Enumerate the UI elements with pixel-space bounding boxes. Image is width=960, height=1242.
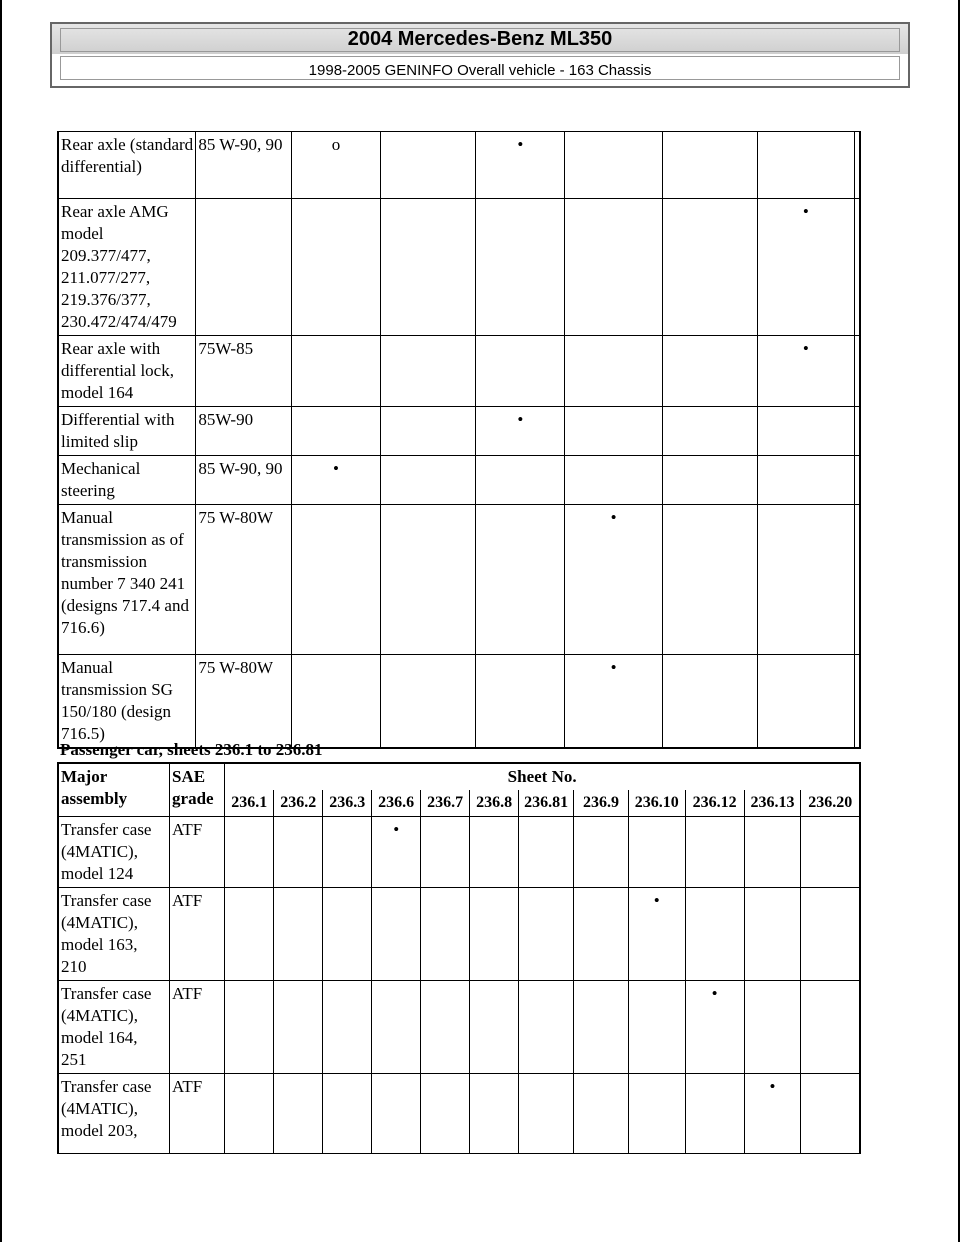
sheet-number-header: 236.3	[323, 790, 372, 817]
sheet-mark-cell	[574, 888, 629, 981]
table-row	[58, 888, 860, 981]
sheet-mark-cell	[476, 456, 565, 505]
sheet-mark-cell	[225, 817, 274, 888]
sae-cell: 75W-85	[196, 336, 291, 407]
sheet-mark-cell	[685, 817, 744, 888]
sheet-mark-cell	[662, 199, 757, 336]
sheet-mark-cell: •	[757, 336, 854, 407]
sheet-mark-cell	[274, 1074, 323, 1154]
sheet-mark-cell	[372, 888, 421, 981]
sheet-mark-cell	[662, 336, 757, 407]
sheet-mark-cell: •	[476, 407, 565, 456]
table-row	[58, 505, 860, 655]
sae-cell: 85W-90	[196, 407, 291, 456]
sheet-mark-cell	[744, 888, 801, 981]
sheet-mark-cell	[225, 981, 274, 1074]
sheet-mark-cell	[381, 456, 476, 505]
sheet-mark-cell	[381, 199, 476, 336]
sheet-mark-cell	[381, 505, 476, 655]
sheet-mark-cell	[565, 132, 662, 199]
sheet-mark-cell	[574, 1074, 629, 1154]
sheet-mark-cell: •	[744, 1074, 801, 1154]
assembly-cell: Transfer case (4MATIC), model 203,	[58, 1074, 170, 1154]
col-sheet-no: Sheet No.	[225, 763, 860, 790]
sheet-mark-cell	[801, 817, 860, 888]
sheet-mark-cell	[372, 981, 421, 1074]
sheet-mark-cell	[855, 505, 861, 655]
sheet-mark-cell	[855, 655, 861, 749]
sheet-mark-cell: •	[372, 817, 421, 888]
sae-cell: ATF	[170, 817, 225, 888]
sheet-mark-cell	[685, 1074, 744, 1154]
sae-cell: ATF	[170, 888, 225, 981]
sae-cell: 75 W-80W	[196, 505, 291, 655]
assembly-cell: Mechanical steering	[58, 456, 196, 505]
sheet-mark-cell	[421, 1074, 470, 1154]
page-header	[50, 22, 910, 88]
table-row	[58, 407, 860, 456]
sae-cell: ATF	[170, 1074, 225, 1154]
sheet-mark-cell	[291, 505, 380, 655]
sheet-mark-cell	[757, 505, 854, 655]
col-sae-grade: SAE grade	[170, 763, 225, 817]
sheet-mark-cell	[274, 888, 323, 981]
sheet-number-header: 236.9	[574, 790, 629, 817]
sheet-mark-cell	[565, 407, 662, 456]
sheet-mark-cell	[274, 981, 323, 1074]
sheet-number-header: 236.1	[225, 790, 274, 817]
sheet-number-header: 236.20	[801, 790, 860, 817]
document-subtitle: 1998-2005 GENINFO Overall vehicle - 163 Chassis	[308, 61, 652, 79]
sheet-mark-cell	[519, 1074, 574, 1154]
table-row	[58, 199, 860, 336]
sheet-mark-cell	[574, 981, 629, 1074]
sheet-mark-cell	[662, 132, 757, 199]
table-row	[58, 132, 860, 199]
sheet-mark-cell: •	[628, 888, 685, 981]
sheet-mark-cell	[855, 456, 861, 505]
sheet-mark-cell	[323, 981, 372, 1074]
sheet-mark-cell	[574, 817, 629, 888]
sheet-mark-cell	[628, 817, 685, 888]
header-title-box	[50, 22, 910, 56]
sheet-mark-cell	[757, 132, 854, 199]
sheet-mark-cell	[757, 407, 854, 456]
sheet-mark-cell	[225, 888, 274, 981]
sheet-number-header: 236.2	[274, 790, 323, 817]
table-row	[58, 655, 860, 749]
sae-cell: 75 W-80W	[196, 655, 291, 749]
sheet-mark-cell	[855, 199, 861, 336]
sheet-number-header: 236.12	[685, 790, 744, 817]
assembly-cell: Transfer case (4MATIC), model 163, 210	[58, 888, 170, 981]
sheet-mark-cell	[662, 407, 757, 456]
sheet-number-table	[57, 762, 861, 1154]
sheet-mark-cell	[291, 655, 380, 749]
sheet-mark-cell	[225, 1074, 274, 1154]
sheet-number-header: 236.6	[372, 790, 421, 817]
table-row	[58, 817, 860, 888]
sheet-mark-cell	[476, 655, 565, 749]
sheet-mark-cell	[801, 888, 860, 981]
sheet-mark-cell: •	[565, 505, 662, 655]
sheet-mark-cell	[476, 336, 565, 407]
sheet-mark-cell	[274, 817, 323, 888]
table-row	[58, 336, 860, 407]
sheet-mark-cell	[757, 655, 854, 749]
sheet-mark-cell	[628, 981, 685, 1074]
sheet-mark-cell	[476, 199, 565, 336]
assembly-cell: Manual transmission as of transmission number 7 340 241 (designs 717.4 and 716.6)	[58, 505, 196, 655]
sheet-mark-cell	[372, 1074, 421, 1154]
sheet-number-header: 236.7	[421, 790, 470, 817]
sheet-mark-cell	[381, 132, 476, 199]
sheet-number-header: 236.81	[519, 790, 574, 817]
sheet-mark-cell	[470, 817, 519, 888]
sheet-mark-cell	[291, 336, 380, 407]
sheet-mark-cell: •	[757, 199, 854, 336]
sheet-number-header: 236.8	[470, 790, 519, 817]
table-row	[58, 456, 860, 505]
sheet-mark-cell	[323, 888, 372, 981]
sheet-mark-cell	[662, 456, 757, 505]
assembly-cell: Rear axle with differential lock, model 164	[58, 336, 196, 407]
sheet-mark-cell	[421, 981, 470, 1074]
sheet-mark-cell	[421, 817, 470, 888]
col-major-assembly: Major assembly	[58, 763, 170, 817]
sheet-mark-cell: •	[476, 132, 565, 199]
page-left-border	[0, 0, 2, 1242]
sheet-mark-cell: •	[685, 981, 744, 1074]
sheet-mark-cell	[381, 407, 476, 456]
assembly-cell: Rear axle (standard differential)	[58, 132, 196, 199]
sheet-mark-cell	[470, 981, 519, 1074]
sheet-mark-cell	[744, 981, 801, 1074]
sheet-mark-cell	[662, 655, 757, 749]
sheet-number-header: 236.10	[628, 790, 685, 817]
sheet-number-header: 236.13	[744, 790, 801, 817]
assembly-cell: Rear axle AMG model 209.377/477, 211.077/277, 219.376/377, 230.472/474/479	[58, 199, 196, 336]
sheet-mark-cell	[662, 505, 757, 655]
lubricant-table-continued	[57, 131, 861, 749]
sheet-mark-cell	[291, 199, 380, 336]
assembly-cell: Transfer case (4MATIC), model 164, 251	[58, 981, 170, 1074]
sheet-mark-cell	[855, 336, 861, 407]
sheet-mark-cell	[519, 817, 574, 888]
sheet-mark-cell	[855, 132, 861, 199]
sheet-mark-cell	[685, 888, 744, 981]
assembly-cell: Differential with limited slip	[58, 407, 196, 456]
sheet-mark-cell	[801, 1074, 860, 1154]
assembly-cell: Manual transmission SG 150/180 (design 716.5)	[58, 655, 196, 749]
sheet-mark-cell	[421, 888, 470, 981]
table-row	[58, 1074, 860, 1154]
sheet-mark-cell	[381, 655, 476, 749]
sheet-mark-cell	[565, 336, 662, 407]
sheet-mark-cell	[628, 1074, 685, 1154]
sheet-mark-cell	[470, 888, 519, 981]
table-row	[58, 981, 860, 1074]
sae-cell: 85 W-90, 90	[196, 132, 291, 199]
sheet-mark-cell	[801, 981, 860, 1074]
sheet-mark-cell: o	[291, 132, 380, 199]
sheet-mark-cell: •	[291, 456, 380, 505]
sheet-mark-cell	[470, 1074, 519, 1154]
sheet-mark-cell	[744, 817, 801, 888]
sae-cell	[196, 199, 291, 336]
sheet-mark-cell	[757, 456, 854, 505]
sheet-mark-cell	[323, 817, 372, 888]
table-caption: Passenger car, sheets 236.1 to 236.81	[60, 740, 323, 759]
sheet-mark-cell	[381, 336, 476, 407]
sheet-mark-cell	[519, 888, 574, 981]
header-subtitle-box	[50, 54, 910, 88]
sheet-mark-cell	[476, 505, 565, 655]
sheet-mark-cell	[323, 1074, 372, 1154]
document-title: 2004 Mercedes-Benz ML350	[347, 27, 613, 50]
assembly-cell: Transfer case (4MATIC), model 124	[58, 817, 170, 888]
sae-cell: ATF	[170, 981, 225, 1074]
sheet-mark-cell	[855, 407, 861, 456]
sheet-mark-cell	[565, 199, 662, 336]
sheet-mark-cell	[565, 456, 662, 505]
sheet-mark-cell: •	[565, 655, 662, 749]
sae-cell: 85 W-90, 90	[196, 456, 291, 505]
sheet-mark-cell	[291, 407, 380, 456]
sheet-mark-cell	[519, 981, 574, 1074]
